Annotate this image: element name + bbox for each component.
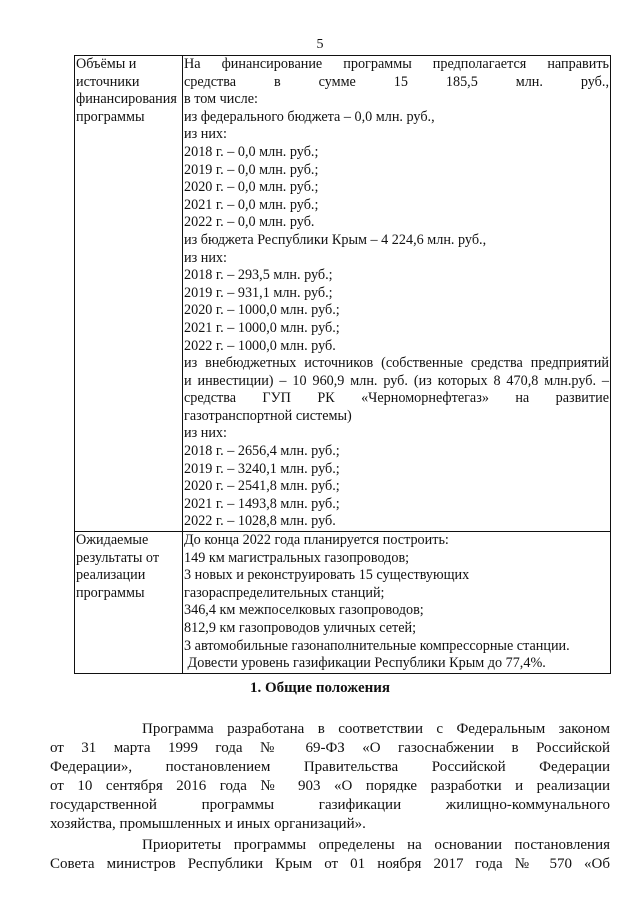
content-line: 2019 г. – 3240,1 млн. руб.; [184, 460, 340, 477]
content-line: в том числе: [184, 91, 258, 108]
content-line: из внебюджетных источников (собственные средства предприятий [184, 355, 609, 372]
content-line: из них: [184, 249, 227, 266]
paragraph-line: от 31 марта 1999 года № 69-ФЗ «О газоснабжении в Российской [50, 740, 610, 756]
content-line: из федерального бюджета – 0,0 млн. руб., [184, 108, 435, 125]
paragraph-line: от 10 сентября 2016 года № 903 «О порядке разработки и реализации [50, 778, 610, 794]
content-line: 2020 г. – 1000,0 млн. руб.; [184, 302, 340, 319]
content-line: 2022 г. – 0,0 млн. руб. [184, 214, 315, 231]
content-line: 2020 г. – 2541,8 млн. руб.; [184, 478, 340, 495]
content-line: газораспределительных станций; [184, 584, 385, 601]
content-line: из них: [184, 425, 227, 442]
content-line: и инвестиции) – 10 960,9 млн. руб. (из которых 8 470,8 млн.руб. – [184, 372, 609, 389]
financing-content-cell [183, 56, 611, 532]
paragraph-line: Совета министров Республики Крым от 01 ноября 2017 года № 570 «Об [50, 856, 610, 872]
content-line: из них: [184, 126, 227, 143]
paragraph-line: хозяйства, промышленных и иных организаций». [50, 816, 366, 832]
section-heading: 1. Общие положения [249, 680, 391, 696]
label-line: источники [76, 73, 140, 90]
program-passport-table [74, 55, 611, 674]
content-line: 3 автомобильные газонаполнительные компрессорные станции. [184, 637, 570, 654]
content-line: 2020 г. – 0,0 млн. руб.; [184, 179, 319, 196]
content-line: 2022 г. – 1028,8 млн. руб. [184, 513, 336, 530]
content-line: 812,9 км газопроводов уличных сетей; [184, 620, 417, 636]
content-line: 3 новых и реконструировать 15 существующих [184, 567, 470, 584]
label-line: программы [76, 108, 145, 125]
paragraph-priorities [50, 836, 610, 874]
content-line: 346,4 км межпоселковых газопроводов; [184, 602, 424, 619]
table-row-financing [75, 56, 611, 532]
paragraph-line: Федерации», постановлением Правительства Российской Федерации [50, 759, 610, 775]
label-line: реализации [76, 567, 146, 584]
label-line: Объёмы и [76, 56, 137, 72]
label-line: программы [76, 584, 145, 601]
label-line: Ожидаемые [76, 532, 149, 549]
content-line: 2021 г. – 1493,8 млн. руб.; [184, 495, 340, 512]
content-line: 2022 г. – 1000,0 млн. руб. [184, 337, 336, 354]
financing-label-cell [75, 56, 183, 532]
results-label-cell [75, 532, 183, 674]
content-line: средства ГУП РК «Черноморнефтегаз» на развитие [184, 390, 609, 407]
content-line: газотранспортной системы) [184, 407, 352, 424]
content-line: Довести уровень газификации Республики Крым до 77,4%. [184, 655, 546, 672]
paragraph-line: государственной программы газификации жилищно-коммунального [50, 797, 610, 813]
content-line: До конца 2022 года планируется построить: [184, 532, 449, 549]
results-content-cell [183, 532, 611, 674]
content-line: 2021 г. – 1000,0 млн. руб.; [184, 319, 340, 336]
content-line: На финансирование программы предполагается направить [184, 56, 609, 72]
label-line: результаты от [76, 549, 160, 566]
content-line: 2019 г. – 931,1 млн. руб.; [184, 284, 333, 301]
content-line: 149 км магистральных газопроводов; [184, 549, 410, 566]
label-line: финансирования [76, 91, 177, 108]
table-row-expected-results [75, 532, 611, 674]
content-line: 2021 г. – 0,0 млн. руб.; [184, 196, 319, 213]
content-line: средства в сумме 15 185,5 млн. руб., [184, 73, 609, 90]
content-line: 2018 г. – 293,5 млн. руб.; [184, 267, 333, 284]
content-line: 2019 г. – 0,0 млн. руб.; [184, 161, 319, 178]
content-line: 2018 г. – 2656,4 млн. руб.; [184, 443, 340, 460]
page-number: 5 [316, 37, 324, 52]
paragraph-legal-basis [50, 720, 610, 834]
paragraph-line: Приоритеты программы определены на основании постановления [142, 837, 610, 853]
content-line: 2018 г. – 0,0 млн. руб.; [184, 143, 319, 160]
content-line: из бюджета Республики Крым – 4 224,6 млн. руб., [184, 231, 487, 248]
paragraph-line: Программа разработана в соответствии с Федеральным законом [142, 721, 610, 737]
